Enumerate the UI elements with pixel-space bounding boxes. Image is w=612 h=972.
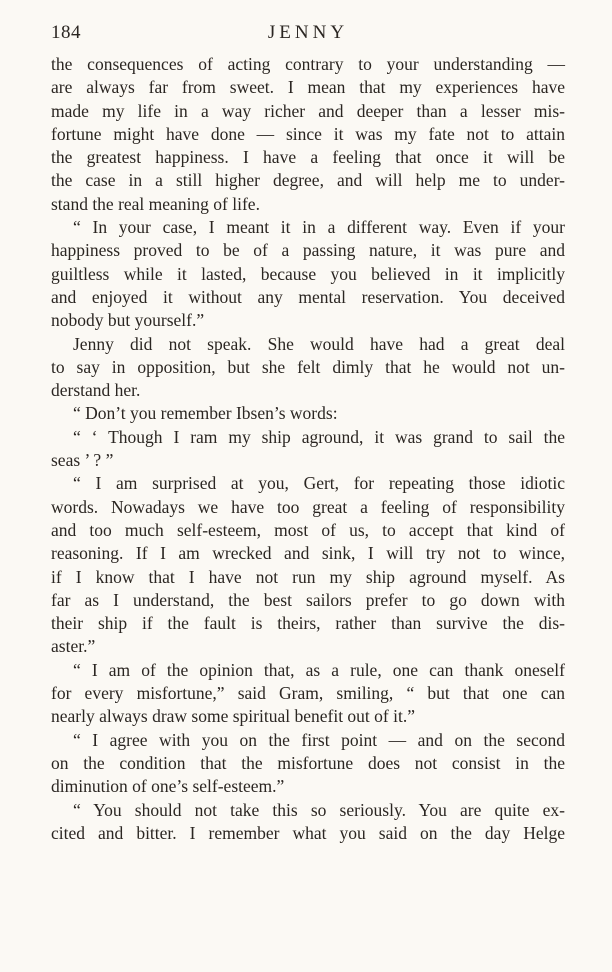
body-text <box>51 53 565 845</box>
text-line: “ I am of the opinion that, as a rule, one can thank oneself <box>73 659 565 680</box>
text-line: nearly always draw some spiritual benefit out of it.” <box>51 706 415 727</box>
text-line: “ I agree with you on the first point — and on the second <box>73 729 565 750</box>
text-line: seas ’ ? ” <box>51 450 114 471</box>
paragraph <box>51 402 565 425</box>
text-line: made my life in a way richer and deeper than a lesser mis- <box>51 100 565 121</box>
running-title: JENNY <box>267 22 349 43</box>
text-line: “ In your case, I meant it in a different way. Even if your <box>73 217 565 238</box>
text-line: “ ‘ Though I ram my ship aground, it was grand to sail the <box>73 426 565 447</box>
text-line: the case in a still higher degree, and will help me to under- <box>51 170 565 191</box>
text-line: for every misfortune,” said Gram, smiling, “ but that one can <box>51 683 565 704</box>
text-line: the consequences of acting contrary to your understanding — <box>51 54 565 74</box>
text-line: on the condition that the misfortune does not consist in the <box>51 752 565 773</box>
text-line: their ship if the fault is theirs, rather than survive the dis- <box>51 613 565 634</box>
text-line: and too much self-esteem, most of us, to accept that kind of <box>51 519 565 540</box>
text-line: derstand her. <box>51 380 141 401</box>
text-line: cited and bitter. I remember what you said on the day Helge <box>51 822 565 843</box>
paragraph <box>51 799 565 846</box>
text-line: diminution of one’s self-esteem.” <box>51 776 285 797</box>
text-line: “ Don’t you remember Ibsen’s words: <box>73 403 338 424</box>
paragraph <box>51 426 565 473</box>
text-line: words. Nowadays we have too great a feeling of responsibility <box>51 496 565 517</box>
text-line: are always far from sweet. I mean that my experiences have <box>51 77 565 98</box>
text-line: Jenny did not speak. She would have had a great deal <box>73 333 565 354</box>
text-line: reasoning. If I am wrecked and sink, I will try not to wince, <box>51 543 565 564</box>
paragraph <box>51 659 565 729</box>
paragraph <box>51 472 565 658</box>
text-line: aster.” <box>51 636 96 657</box>
text-line: and enjoyed it without any mental reservation. You deceived <box>51 286 565 307</box>
text-line: stand the real meaning of life. <box>51 193 260 214</box>
text-line: happiness proved to be of a passing nature, it was pure and <box>51 240 565 261</box>
text-line: if I know that I have not run my ship aground myself. As <box>51 566 565 587</box>
paragraph <box>51 333 565 403</box>
page-number: 184 <box>51 22 81 43</box>
page-header <box>51 22 565 48</box>
text-line: nobody but yourself.” <box>51 310 205 331</box>
paragraph <box>51 729 565 799</box>
paragraph <box>51 53 565 216</box>
text-line: to say in opposition, but she felt dimly that he would not un- <box>51 356 565 377</box>
text-line: “ I am surprised at you, Gert, for repeating those idiotic <box>73 473 565 494</box>
paragraph <box>51 216 565 332</box>
text-line: fortune might have done — since it was my fate not to attain <box>51 123 565 144</box>
text-line: “ You should not take this so seriously. You are quite ex- <box>73 799 565 820</box>
text-line: the greatest happiness. I have a feeling that once it will be <box>51 147 565 168</box>
text-line: far as I understand, the best sailors prefer to go down with <box>51 589 565 610</box>
text-line: guiltless while it lasted, because you believed in it implicitly <box>51 263 565 284</box>
